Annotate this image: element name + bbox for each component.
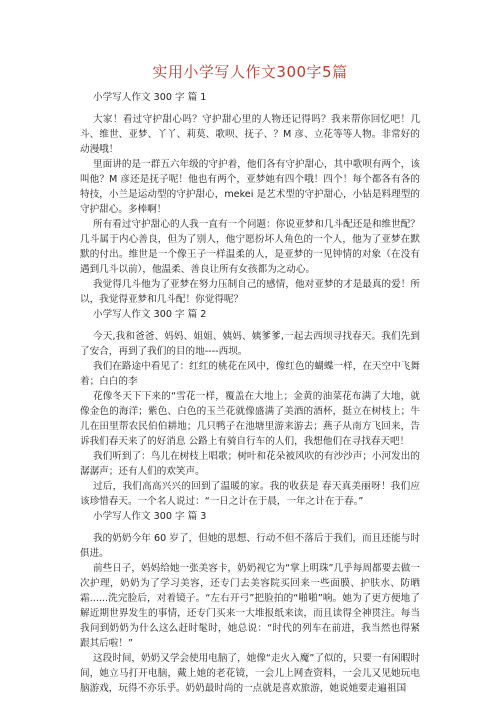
paragraph: 所有看过守护甜心的人我一直有一个问题：你说亚梦和几斗配还是和维世配？几斗属于内心善良，但为了别人，他宁愿扮坏人角色的一个人，他为了亚梦在默默的付出。维世是一个像王子一样温柔的人，是亚梦的一见钟情的对象（在没有遇到几斗以前），他温柔、善良让所有女孩都为之动心。 [80,219,420,275]
essay-section-3 [80,509,420,696]
essay-section-1 [80,90,420,307]
paragraph: 我们听到了：鸟儿在树枝上唱歌；树叶和花朵被风吹的有沙沙声；小河发出的潺潺声；还有人们的欢笑声。 [80,451,420,477]
spacer [80,524,420,531]
section-heading: 小学写人作文 300 字 篇 3 [93,511,207,522]
paragraph: 过后，我们高高兴兴的回到了温暖的家。我的收获是 春天真美丽呀！我们应该珍惜春天。一个名人说过：“一日之计在于晨，一年之计在于春。” [80,481,420,507]
paragraph: 我们在路途中看见了：红红的桃花在风中，像红色的蝴蝶一样，在天空中飞舞着；白白的李 [80,361,420,387]
paragraph: 里面讲的是一群五六年级的守护着，他们各有守护甜心，其中歌呗有两个，该叫他？M 彦还是抚子呢！他也有两个，亚梦她有四个哦！四个！每个都各有各的特技，小兰是运动型的守护甜心，mekei 是艺术型的守护甜心，小钻是料理型的守护甜心。多棒啊！ [80,159,420,215]
paragraph: 前些日子，妈妈给她一张美容卡，奶奶视它为“掌上明珠”几乎每周都要去做一次护理，奶奶为了学习美容，还专门去美容院买回来一些面膜、护肤水、防晒霜......洗完脸后，对着镜子。“左右开弓”把脸拍的“啪啪”响。她为了更方便地了解近期世界发生的事情，还专门买来一大堆报纸来读，而且读得全神贯注。每当我问到奶奶为什么这么赶时髦时，她总说：“时代的列车在前进，我当然也得紧跟其后啦！” [80,563,420,649]
paragraph: 我觉得几斗他为了亚梦在努力压制自己的感情，他对亚梦的才是最真的爱！所以，我觉得亚梦和几斗配！你觉得呢？ [80,279,420,305]
section-heading: 小学写人作文 300 字 篇 1 [93,92,207,103]
paragraph: 大家！看过守护甜心吗？守护甜心里的人物还记得吗？我来帮你回忆吧！几斗、维世、亚梦、丫丫、莉莫、歌呗、抚子、？M 彦、立花等等人物。非常好的动漫哦！ [80,114,420,155]
document-title: 实用小学写人作文300字5篇 [152,63,348,81]
paragraph: 我的奶奶今年 60 岁了，但她的思想、行动不但不落后于我们，而且还能与时俱进。 [80,533,420,559]
paragraph: 花像冬天下下来的“雪花一样，覆盖在大地上；金黄的油菜花布满了大地，就像金色的海洋；紫色、白色的玉兰花就像盛满了美酒的酒杯，挺立在树枝上；牛儿在田里帮农民伯伯耕地；几只鸭子在池塘里游来游去；燕子从南方飞回来，告诉我们春天来了的好消息 公路上有骑自行车的人们，我想他们在寻找春天吧！ [80,391,420,447]
paragraph: 这段时间，奶奶又学会使用电脑了，她像“走火入魔”了似的，只要一有闲暇时间，她立马打开电脑，戴上她的老花镜，一会儿上网查资料，一会儿又见她玩电脑游戏，玩得不亦乐乎。奶奶最时尚的一点就是喜欢旅游，她说她要走遍祖国 [80,653,420,694]
section-heading: 小学写人作文 300 字 篇 2 [93,309,207,320]
paragraph: 今天,我和爸爸、妈妈、姐姐、姨妈、姨爹爹,一起去西坝寻找春天。我们先到了安合，再到了我们的目的地----西坝。 [80,331,420,357]
spacer [80,322,420,329]
spacer [80,105,420,112]
essay-section-2 [80,307,420,509]
